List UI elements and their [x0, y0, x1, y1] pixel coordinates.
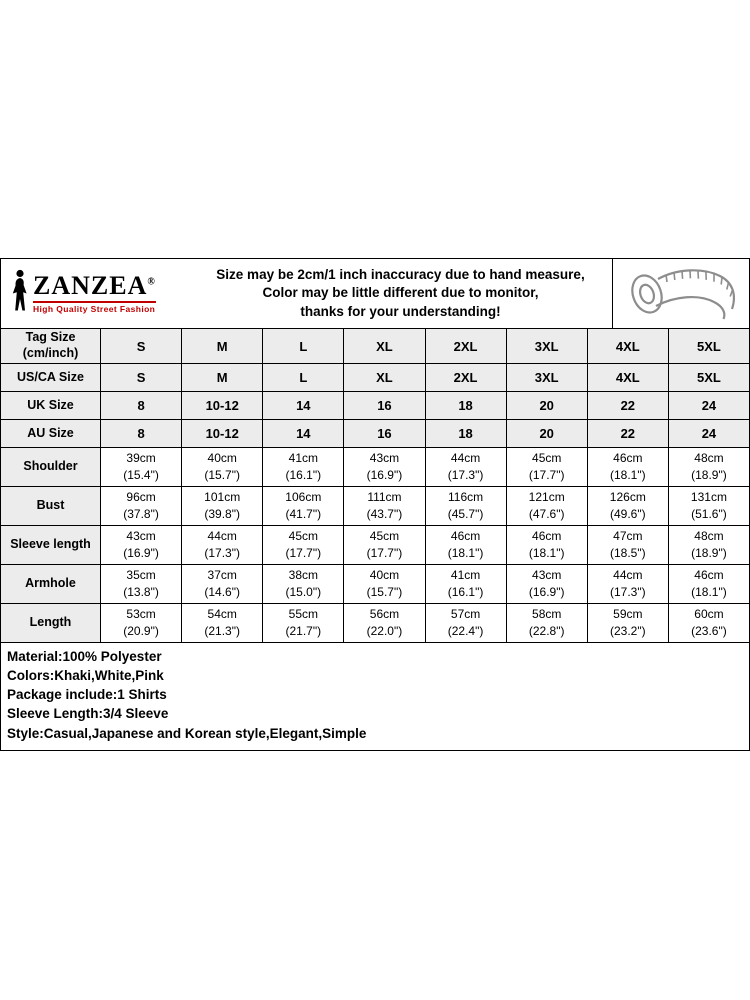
value-cell: 56cm (22.0"): [344, 604, 425, 643]
value-cell: 43cm (16.9"): [101, 526, 182, 565]
tape-measure-cell: [612, 259, 749, 328]
value-cell: 8: [101, 392, 182, 420]
value-cell: 24: [668, 420, 749, 448]
value-cell: 20: [506, 420, 587, 448]
value-cell: 10-12: [182, 420, 263, 448]
value-cell: 116cm (45.7"): [425, 487, 506, 526]
row-label-cell: US/CA Size: [1, 364, 101, 392]
value-cell: 14: [263, 420, 344, 448]
value-cell: XL: [344, 329, 425, 364]
value-cell: 43cm (16.9"): [344, 448, 425, 487]
table-row: [1, 565, 750, 604]
brand-logo: [1, 259, 189, 328]
value-cell: 18: [425, 392, 506, 420]
value-cell: 40cm (15.7"): [182, 448, 263, 487]
brand-tagline: High Quality Street Fashion: [33, 304, 156, 314]
top-strip: [0, 258, 750, 328]
value-cell: 55cm (21.7"): [263, 604, 344, 643]
value-cell: 101cm (39.8"): [182, 487, 263, 526]
value-cell: 2XL: [425, 364, 506, 392]
value-cell: 44cm (17.3"): [425, 448, 506, 487]
product-details: [0, 643, 750, 751]
value-cell: 35cm (13.8"): [101, 565, 182, 604]
value-cell: 41cm (16.1"): [425, 565, 506, 604]
value-cell: 44cm (17.3"): [587, 565, 668, 604]
value-cell: M: [182, 329, 263, 364]
value-cell: 4XL: [587, 329, 668, 364]
value-cell: 47cm (18.5"): [587, 526, 668, 565]
value-cell: 5XL: [668, 364, 749, 392]
table-row: [1, 448, 750, 487]
value-cell: 45cm (17.7"): [506, 448, 587, 487]
table-row: [1, 420, 750, 448]
tape-measure-icon: [620, 264, 742, 324]
value-cell: 46cm (18.1"): [587, 448, 668, 487]
value-cell: 121cm (47.6"): [506, 487, 587, 526]
notice-line-3: thanks for your understanding!: [300, 303, 501, 319]
value-cell: 16: [344, 420, 425, 448]
value-cell: 16: [344, 392, 425, 420]
table-header-row: [1, 329, 750, 364]
detail-style: Style:Casual,Japanese and Korean style,Elegant,Simple: [7, 725, 367, 741]
table-row: [1, 364, 750, 392]
value-cell: 45cm (17.7"): [263, 526, 344, 565]
row-label-cell: Shoulder: [1, 448, 101, 487]
value-cell: 22: [587, 420, 668, 448]
table-row: [1, 604, 750, 643]
value-cell: 106cm (41.7"): [263, 487, 344, 526]
value-cell: 131cm (51.6"): [668, 487, 749, 526]
value-cell: XL: [344, 364, 425, 392]
value-cell: 58cm (22.8"): [506, 604, 587, 643]
detail-package: Package include:1 Shirts: [7, 687, 167, 703]
value-cell: 59cm (23.2"): [587, 604, 668, 643]
value-cell: 40cm (15.7"): [344, 565, 425, 604]
row-label-cell: Armhole: [1, 565, 101, 604]
value-cell: 38cm (15.0"): [263, 565, 344, 604]
row-label-cell: Length: [1, 604, 101, 643]
detail-colors: Colors:Khaki,White,Pink: [7, 668, 164, 684]
detail-material: Material:100% Polyester: [7, 649, 162, 664]
value-cell: L: [263, 329, 344, 364]
value-cell: 14: [263, 392, 344, 420]
value-cell: 96cm (37.8"): [101, 487, 182, 526]
notice-line-2: Color may be little different due to monitor,: [262, 285, 539, 301]
value-cell: 54cm (21.3"): [182, 604, 263, 643]
value-cell: 60cm (23.6"): [668, 604, 749, 643]
row-label-cell: Bust: [1, 487, 101, 526]
row-label-cell: UK Size: [1, 392, 101, 420]
value-cell: 22: [587, 392, 668, 420]
brand-text: [33, 273, 156, 314]
row-label-cell: AU Size: [1, 420, 101, 448]
value-cell: 43cm (16.9"): [506, 565, 587, 604]
value-cell: 10-12: [182, 392, 263, 420]
value-cell: 37cm (14.6"): [182, 565, 263, 604]
value-cell: M: [182, 364, 263, 392]
value-cell: 4XL: [587, 364, 668, 392]
value-cell: 5XL: [668, 329, 749, 364]
value-cell: S: [101, 329, 182, 364]
brand-rule: [33, 301, 156, 303]
value-cell: 18: [425, 420, 506, 448]
table-row: [1, 526, 750, 565]
value-cell: 39cm (15.4"): [101, 448, 182, 487]
value-cell: 3XL: [506, 329, 587, 364]
value-cell: 44cm (17.3"): [182, 526, 263, 565]
fashion-figure-icon: [9, 269, 29, 318]
value-cell: 48cm (18.9"): [668, 448, 749, 487]
row-label-cell: Sleeve length: [1, 526, 101, 565]
registered-mark: ®: [147, 276, 156, 288]
value-cell: 2XL: [425, 329, 506, 364]
table-row: [1, 392, 750, 420]
value-cell: 41cm (16.1"): [263, 448, 344, 487]
row-label-cell: Tag Size (cm/inch): [1, 329, 101, 364]
brand-name: ZANZEA®: [33, 271, 156, 300]
value-cell: 24: [668, 392, 749, 420]
size-table-body: [1, 329, 750, 643]
detail-sleeve-length: Sleeve Length:3/4 Sleeve: [7, 706, 169, 722]
value-cell: S: [101, 364, 182, 392]
value-cell: 48cm (18.9"): [668, 526, 749, 565]
value-cell: 111cm (43.7"): [344, 487, 425, 526]
value-cell: 53cm (20.9"): [101, 604, 182, 643]
measure-notice: [189, 259, 612, 328]
value-cell: 46cm (18.1"): [506, 526, 587, 565]
value-cell: 20: [506, 392, 587, 420]
value-cell: 3XL: [506, 364, 587, 392]
value-cell: 8: [101, 420, 182, 448]
size-chart-table: [0, 328, 750, 643]
value-cell: 57cm (22.4"): [425, 604, 506, 643]
table-row: [1, 487, 750, 526]
value-cell: 45cm (17.7"): [344, 526, 425, 565]
value-cell: 46cm (18.1"): [668, 565, 749, 604]
value-cell: 46cm (18.1"): [425, 526, 506, 565]
notice-line-1: Size may be 2cm/1 inch inaccuracy due to hand measure,: [216, 267, 585, 283]
value-cell: L: [263, 364, 344, 392]
value-cell: 126cm (49.6"): [587, 487, 668, 526]
